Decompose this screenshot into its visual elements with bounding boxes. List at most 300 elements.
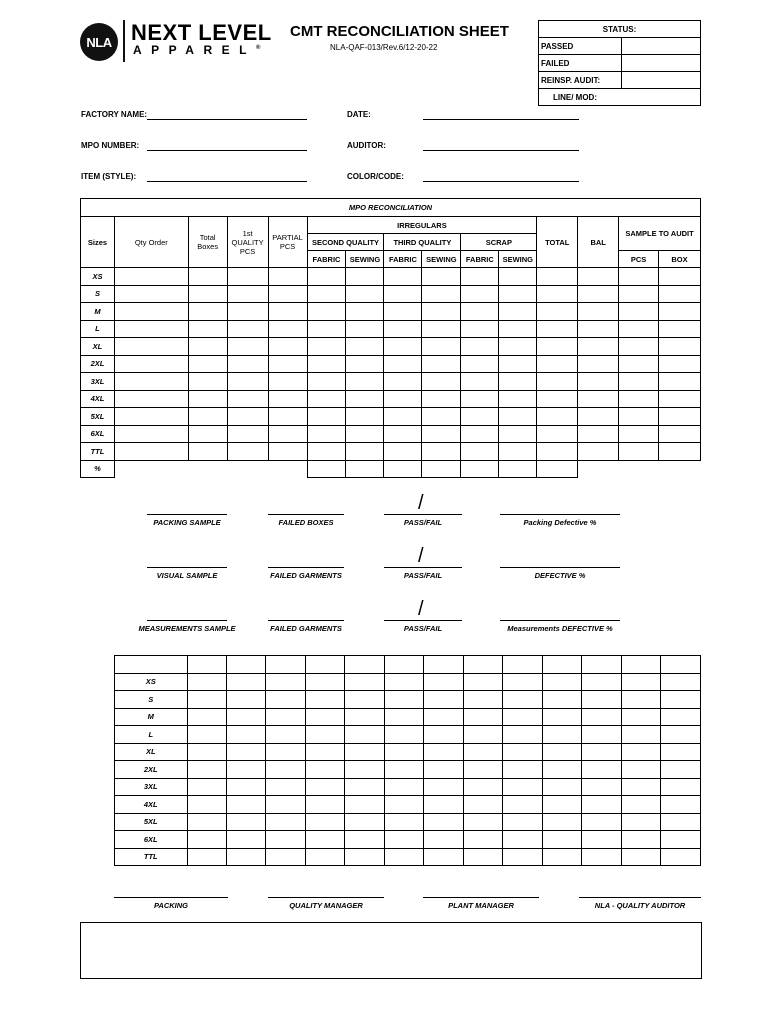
measure-cell[interactable] [266,761,305,779]
measure-cell[interactable] [582,848,621,866]
measure-cell[interactable] [226,761,265,779]
recon-cell[interactable] [658,268,700,286]
measure-cell[interactable] [115,656,188,674]
measure-cell[interactable] [345,848,384,866]
recon-cell[interactable] [227,443,268,461]
recon-cell[interactable] [384,355,422,373]
recon-cell[interactable] [227,390,268,408]
recon-cell[interactable] [461,390,499,408]
recon-cell[interactable] [227,320,268,338]
recon-cell[interactable] [658,390,700,408]
measure-cell[interactable] [582,726,621,744]
recon-cell[interactable] [537,338,578,356]
measure-cell[interactable] [424,673,463,691]
recon-cell[interactable] [114,355,188,373]
measure-cell[interactable] [582,656,621,674]
recon-cell[interactable] [307,390,346,408]
recon-cell[interactable] [537,355,578,373]
measure-cell[interactable] [187,831,226,849]
recon-cell[interactable] [422,390,461,408]
recon-cell[interactable] [619,425,659,443]
item-style-field[interactable] [147,181,307,182]
measure-cell[interactable] [384,743,423,761]
measure-cell[interactable] [463,656,502,674]
audit-entry-field[interactable] [268,514,344,515]
measure-cell[interactable] [621,691,660,709]
measure-cell[interactable] [661,831,701,849]
measure-cell[interactable] [187,708,226,726]
recon-cell[interactable] [268,390,307,408]
recon-cell[interactable] [422,338,461,356]
measure-cell[interactable] [187,691,226,709]
recon-cell[interactable] [307,408,346,426]
recon-cell[interactable] [346,460,384,478]
recon-cell[interactable] [422,373,461,391]
measure-cell[interactable] [345,708,384,726]
recon-cell[interactable] [499,425,537,443]
recon-cell[interactable] [619,268,659,286]
measure-cell[interactable] [305,831,344,849]
recon-cell[interactable] [461,355,499,373]
measure-cell[interactable] [661,708,701,726]
measure-cell[interactable] [463,743,502,761]
status-failed-field[interactable] [622,55,701,72]
measure-cell[interactable] [503,848,542,866]
recon-cell[interactable] [578,408,619,426]
measure-cell[interactable] [463,831,502,849]
mpo-number-field[interactable] [147,150,307,151]
measure-cell[interactable] [503,691,542,709]
measure-cell[interactable] [661,673,701,691]
measure-cell[interactable] [187,761,226,779]
measure-cell[interactable] [345,743,384,761]
recon-cell[interactable] [188,303,227,321]
recon-cell[interactable] [227,408,268,426]
recon-cell[interactable] [537,408,578,426]
measure-cell[interactable] [503,778,542,796]
measure-cell[interactable] [345,813,384,831]
measure-cell[interactable] [226,691,265,709]
recon-cell[interactable] [658,355,700,373]
measure-cell[interactable] [661,778,701,796]
recon-cell[interactable] [384,320,422,338]
recon-cell[interactable] [619,408,659,426]
recon-cell[interactable] [422,408,461,426]
measure-cell[interactable] [463,673,502,691]
measure-cell[interactable] [542,726,581,744]
measure-cell[interactable] [582,691,621,709]
measure-cell[interactable] [305,726,344,744]
signature-field[interactable] [579,897,701,898]
audit-entry-field[interactable] [500,620,620,621]
recon-cell[interactable] [619,285,659,303]
measure-cell[interactable] [424,761,463,779]
recon-cell[interactable] [499,303,537,321]
recon-cell[interactable] [114,338,188,356]
recon-cell[interactable] [188,268,227,286]
measure-cell[interactable] [463,813,502,831]
notes-box[interactable] [80,922,702,979]
recon-cell[interactable] [422,268,461,286]
recon-cell[interactable] [658,425,700,443]
measure-cell[interactable] [503,796,542,814]
measure-cell[interactable] [187,848,226,866]
recon-cell[interactable] [188,355,227,373]
recon-cell[interactable] [619,303,659,321]
line-mod-field[interactable]: LINE/ MOD: [539,89,701,106]
recon-cell[interactable] [227,425,268,443]
recon-cell[interactable] [188,408,227,426]
measure-cell[interactable] [226,656,265,674]
measure-cell[interactable] [187,743,226,761]
measure-cell[interactable] [542,708,581,726]
recon-cell[interactable] [578,285,619,303]
measure-cell[interactable] [345,691,384,709]
measure-cell[interactable] [621,743,660,761]
measure-cell[interactable] [621,813,660,831]
recon-cell[interactable] [384,303,422,321]
recon-cell[interactable] [114,285,188,303]
recon-cell[interactable] [227,355,268,373]
measure-cell[interactable] [187,778,226,796]
measure-cell[interactable] [345,726,384,744]
measure-cell[interactable] [424,726,463,744]
recon-cell[interactable] [658,443,700,461]
measure-cell[interactable] [187,673,226,691]
measure-cell[interactable] [542,848,581,866]
recon-cell[interactable] [307,338,346,356]
measure-cell[interactable] [226,743,265,761]
recon-cell[interactable] [461,338,499,356]
recon-cell[interactable] [114,303,188,321]
measure-cell[interactable] [266,813,305,831]
recon-cell[interactable] [346,390,384,408]
measure-cell[interactable] [424,778,463,796]
measure-cell[interactable] [661,656,701,674]
measure-cell[interactable] [305,708,344,726]
measure-cell[interactable] [463,691,502,709]
factory-name-field[interactable] [147,119,307,120]
recon-cell[interactable] [227,373,268,391]
recon-cell[interactable] [461,408,499,426]
recon-cell[interactable] [537,320,578,338]
measure-cell[interactable] [384,691,423,709]
measure-cell[interactable] [384,726,423,744]
measure-cell[interactable] [582,778,621,796]
measure-cell[interactable] [582,761,621,779]
measure-cell[interactable] [582,673,621,691]
measure-cell[interactable] [542,831,581,849]
audit-entry-field[interactable] [147,567,227,568]
measure-cell[interactable] [384,673,423,691]
recon-cell[interactable] [499,338,537,356]
recon-cell[interactable] [537,443,578,461]
status-reinsp-field[interactable] [622,72,701,89]
measure-cell[interactable] [424,813,463,831]
recon-cell[interactable] [619,338,659,356]
recon-cell[interactable] [658,373,700,391]
measure-cell[interactable] [266,656,305,674]
measure-cell[interactable] [305,778,344,796]
recon-cell[interactable] [346,373,384,391]
recon-cell[interactable] [578,320,619,338]
recon-cell[interactable] [461,303,499,321]
recon-cell[interactable] [461,320,499,338]
measure-cell[interactable] [621,761,660,779]
recon-cell[interactable] [227,338,268,356]
measure-cell[interactable] [305,743,344,761]
measure-cell[interactable] [345,831,384,849]
measure-cell[interactable] [187,656,226,674]
recon-cell[interactable] [307,373,346,391]
recon-cell[interactable] [346,355,384,373]
recon-cell[interactable] [307,285,346,303]
measure-cell[interactable] [384,778,423,796]
measure-cell[interactable] [345,656,384,674]
measure-cell[interactable] [463,778,502,796]
recon-cell[interactable] [384,285,422,303]
measure-cell[interactable] [542,673,581,691]
measure-cell[interactable] [621,708,660,726]
recon-cell[interactable] [268,268,307,286]
measure-cell[interactable] [424,848,463,866]
measure-cell[interactable] [542,743,581,761]
measure-cell[interactable] [266,726,305,744]
recon-cell[interactable] [384,443,422,461]
measure-cell[interactable] [621,778,660,796]
recon-cell[interactable] [188,338,227,356]
measure-cell[interactable] [661,796,701,814]
measure-cell[interactable] [226,796,265,814]
recon-cell[interactable] [346,320,384,338]
recon-cell[interactable] [114,425,188,443]
recon-cell[interactable] [537,268,578,286]
recon-cell[interactable] [114,320,188,338]
measure-cell[interactable] [305,848,344,866]
measure-cell[interactable] [187,813,226,831]
recon-cell[interactable] [188,320,227,338]
recon-cell[interactable] [499,460,537,478]
recon-cell[interactable] [188,443,227,461]
audit-entry-field[interactable] [500,567,620,568]
recon-cell[interactable] [619,390,659,408]
recon-cell[interactable] [268,338,307,356]
recon-cell[interactable] [537,373,578,391]
recon-cell[interactable] [114,373,188,391]
recon-cell[interactable] [422,285,461,303]
measure-cell[interactable] [226,848,265,866]
measure-cell[interactable] [424,691,463,709]
measure-cell[interactable] [305,813,344,831]
measure-cell[interactable] [661,848,701,866]
recon-cell[interactable] [461,443,499,461]
recon-cell[interactable] [384,425,422,443]
measure-cell[interactable] [621,796,660,814]
recon-cell[interactable] [268,373,307,391]
recon-cell[interactable] [422,303,461,321]
measure-cell[interactable] [226,778,265,796]
recon-cell[interactable] [114,443,188,461]
measure-cell[interactable] [266,796,305,814]
measure-cell[interactable] [226,708,265,726]
measure-cell[interactable] [503,743,542,761]
recon-cell[interactable] [384,408,422,426]
recon-cell[interactable] [537,390,578,408]
measure-cell[interactable] [384,656,423,674]
recon-cell[interactable] [578,443,619,461]
measure-cell[interactable] [503,813,542,831]
measure-cell[interactable] [463,848,502,866]
recon-cell[interactable] [499,355,537,373]
recon-cell[interactable] [422,460,461,478]
recon-cell[interactable] [578,390,619,408]
recon-cell[interactable] [461,285,499,303]
measure-cell[interactable] [621,831,660,849]
measure-cell[interactable] [266,743,305,761]
measure-cell[interactable] [542,656,581,674]
measure-cell[interactable] [582,743,621,761]
recon-cell[interactable] [658,338,700,356]
signature-field[interactable] [114,897,228,898]
recon-cell[interactable] [346,338,384,356]
measure-cell[interactable] [621,848,660,866]
measure-cell[interactable] [305,673,344,691]
recon-cell[interactable] [461,460,499,478]
recon-cell[interactable] [384,390,422,408]
measure-cell[interactable] [345,778,384,796]
measure-cell[interactable] [305,761,344,779]
recon-cell[interactable] [384,268,422,286]
signature-field[interactable] [423,897,539,898]
measure-cell[interactable] [226,813,265,831]
recon-cell[interactable] [346,425,384,443]
color-code-field[interactable] [423,181,579,182]
recon-cell[interactable] [422,355,461,373]
recon-cell[interactable] [499,373,537,391]
measure-cell[interactable] [266,848,305,866]
audit-entry-field[interactable] [268,567,344,568]
measure-cell[interactable] [542,778,581,796]
recon-cell[interactable] [578,303,619,321]
recon-cell[interactable] [384,460,422,478]
recon-cell[interactable] [619,355,659,373]
measure-cell[interactable] [661,726,701,744]
recon-cell[interactable] [307,268,346,286]
recon-cell[interactable] [188,390,227,408]
recon-cell[interactable] [227,303,268,321]
measure-cell[interactable] [424,831,463,849]
measure-cell[interactable] [621,656,660,674]
recon-cell[interactable] [578,373,619,391]
measure-cell[interactable] [661,691,701,709]
recon-cell[interactable] [499,268,537,286]
recon-cell[interactable] [268,443,307,461]
measure-cell[interactable] [226,831,265,849]
recon-cell[interactable] [188,373,227,391]
measure-cell[interactable] [266,708,305,726]
recon-cell[interactable] [114,390,188,408]
measure-cell[interactable] [661,813,701,831]
measure-cell[interactable] [384,761,423,779]
measure-cell[interactable] [503,831,542,849]
measure-cell[interactable] [463,761,502,779]
recon-cell[interactable] [499,320,537,338]
measure-cell[interactable] [266,831,305,849]
recon-cell[interactable] [537,425,578,443]
recon-cell[interactable] [499,443,537,461]
recon-cell[interactable] [384,373,422,391]
recon-cell[interactable] [346,443,384,461]
measure-cell[interactable] [345,673,384,691]
measure-cell[interactable] [582,796,621,814]
measure-cell[interactable] [266,778,305,796]
measure-cell[interactable] [384,796,423,814]
recon-cell[interactable] [619,443,659,461]
measure-cell[interactable] [661,761,701,779]
recon-cell[interactable] [422,443,461,461]
recon-cell[interactable] [578,338,619,356]
recon-cell[interactable] [578,425,619,443]
measure-cell[interactable] [305,691,344,709]
measure-cell[interactable] [345,796,384,814]
recon-cell[interactable] [537,303,578,321]
measure-cell[interactable] [542,813,581,831]
recon-cell[interactable] [268,320,307,338]
recon-cell[interactable] [619,373,659,391]
measure-cell[interactable] [187,796,226,814]
recon-cell[interactable] [619,320,659,338]
auditor-field[interactable] [423,150,579,151]
measure-cell[interactable] [503,708,542,726]
recon-cell[interactable] [268,285,307,303]
recon-cell[interactable] [268,303,307,321]
recon-cell[interactable] [499,285,537,303]
measure-cell[interactable] [424,708,463,726]
recon-cell[interactable] [307,303,346,321]
recon-cell[interactable] [461,425,499,443]
recon-cell[interactable] [658,303,700,321]
recon-cell[interactable] [499,390,537,408]
recon-cell[interactable] [307,320,346,338]
recon-cell[interactable] [188,425,227,443]
measure-cell[interactable] [503,726,542,744]
recon-cell[interactable] [461,373,499,391]
measure-cell[interactable] [266,691,305,709]
measure-cell[interactable] [582,831,621,849]
measure-cell[interactable] [305,656,344,674]
measure-cell[interactable] [424,743,463,761]
audit-entry-field[interactable] [147,514,227,515]
audit-entry-field[interactable] [147,620,227,621]
measure-cell[interactable] [384,813,423,831]
measure-cell[interactable] [621,673,660,691]
measure-cell[interactable] [621,726,660,744]
recon-cell[interactable] [307,425,346,443]
recon-cell[interactable] [658,320,700,338]
measure-cell[interactable] [503,761,542,779]
status-passed-field[interactable] [622,38,701,55]
recon-cell[interactable] [227,285,268,303]
measure-cell[interactable] [226,673,265,691]
audit-entry-field[interactable] [268,620,344,621]
measure-cell[interactable] [503,656,542,674]
recon-cell[interactable] [461,268,499,286]
recon-cell[interactable] [658,285,700,303]
measure-cell[interactable] [542,691,581,709]
measure-cell[interactable] [266,673,305,691]
measure-cell[interactable] [582,813,621,831]
recon-cell[interactable] [537,285,578,303]
